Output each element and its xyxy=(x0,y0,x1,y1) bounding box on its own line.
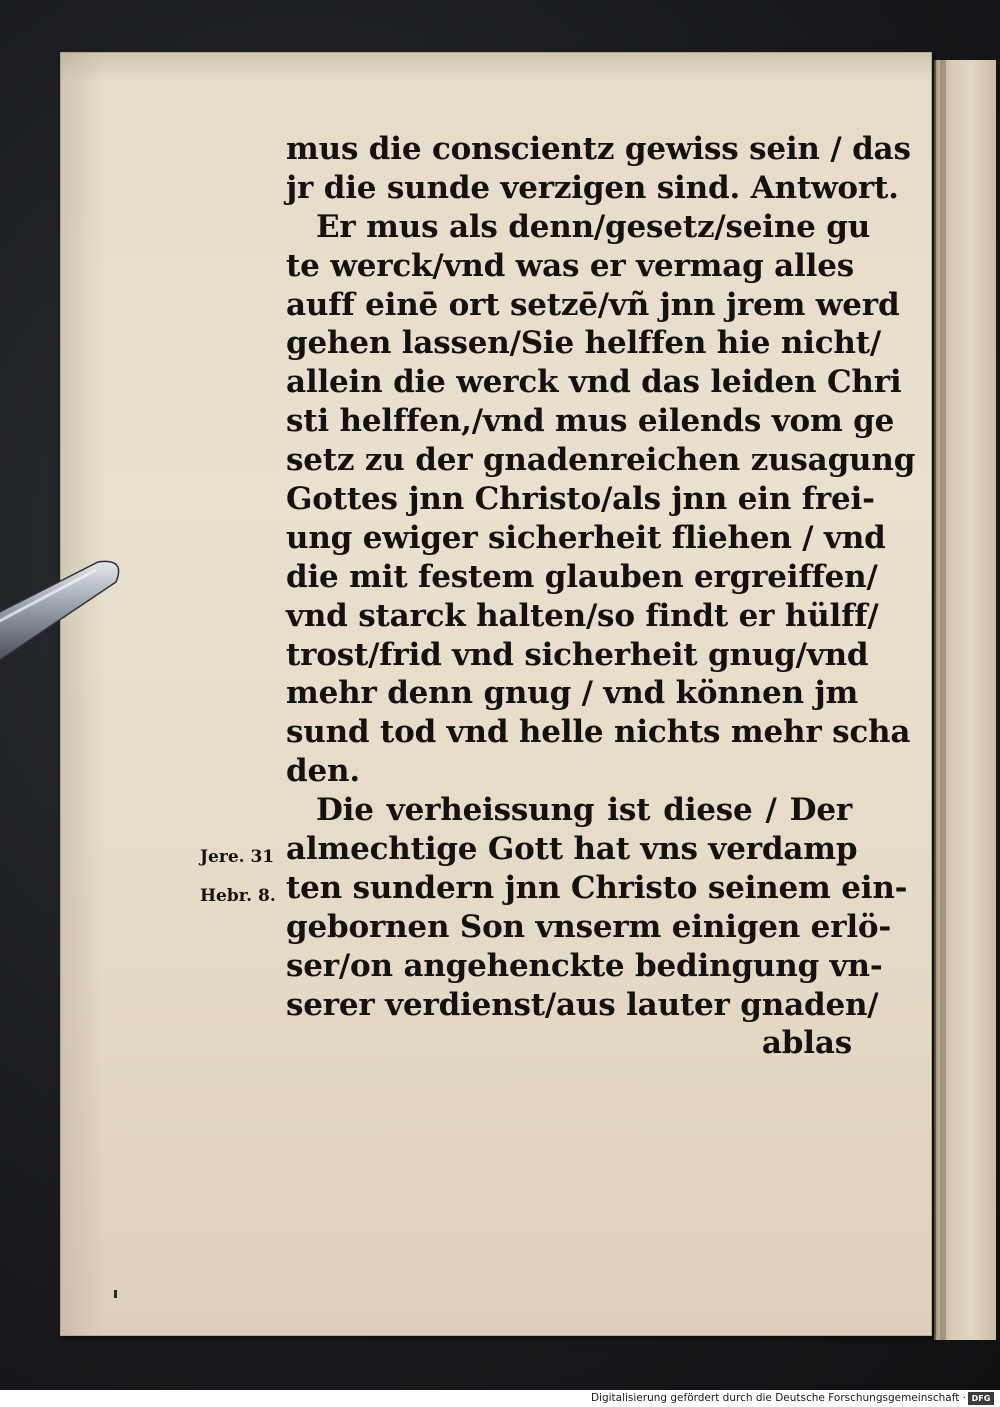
text-line: almechtige Gott hat vns verdamp xyxy=(286,831,858,868)
text-line: sti helffen,/vnd mus eilends vom ge xyxy=(286,403,895,440)
text-line: den. xyxy=(286,753,360,790)
text-line: jr die sunde verzigen sind. Antwort. xyxy=(286,169,899,206)
text-line: ung ewiger sicherheit fliehen / vnd xyxy=(286,519,886,556)
text-line: ten sundern jnn Christo seinem ein- xyxy=(286,869,908,906)
text-line: mus die conscientz gewiss sein / das xyxy=(286,131,911,167)
text-line: Er mus als denn/gesetz/seine gu xyxy=(316,208,871,245)
glass-pointer-icon xyxy=(0,560,140,680)
text-line: auff einē ort setzē/vñ jnn jrem werd xyxy=(286,286,900,323)
text-line: trost/frid vnd sicherheit gnug/vnd xyxy=(286,636,869,673)
page-gutter xyxy=(940,60,946,1340)
text-line: setz zu der gnadenreichen zusagung xyxy=(286,442,916,479)
dfg-logo: DFG xyxy=(968,1392,994,1405)
margin-note: Hebr. 8. xyxy=(200,885,276,906)
margin-note: Jere. 31 xyxy=(200,847,275,867)
footer-credit: Digitalisierung gefördert durch die Deutsche Forschungsgemeinschaft · xyxy=(590,1392,966,1404)
text-line: mehr denn gnug / vnd können jm xyxy=(286,675,859,712)
ink-speck xyxy=(114,1290,117,1298)
text-line: vnd starck halten/so findt er hülff/ xyxy=(286,597,879,634)
text-line: gebornen Son vnserm einigen erlö- xyxy=(286,908,892,945)
text-line: Gottes jnn Christo/als jnn ein frei- xyxy=(286,481,875,518)
page-shadow-left xyxy=(60,52,104,1336)
text-line: allein die werck vnd das leiden Chri xyxy=(286,364,902,401)
text-line: sund tod vnd helle nichts mehr scha xyxy=(286,714,911,751)
catchword: ablas xyxy=(761,1025,852,1062)
page-shadow-top xyxy=(60,52,932,82)
margin-notes xyxy=(200,838,292,916)
text-line: te werck/vnd was er vermag alles xyxy=(286,247,854,284)
page-text xyxy=(286,130,916,1063)
text-line: die mit festem glauben ergreiffen/ xyxy=(286,558,878,595)
text-line: serer verdienst/aus lauter gnaden/ xyxy=(286,986,879,1023)
text-line: Die verheissung ist diese / Der xyxy=(316,792,852,829)
text-line: ser/on angehenckte bedingung vn- xyxy=(286,947,883,984)
text-line: gehen lassen/Sie helffen hie nicht/ xyxy=(286,325,881,362)
